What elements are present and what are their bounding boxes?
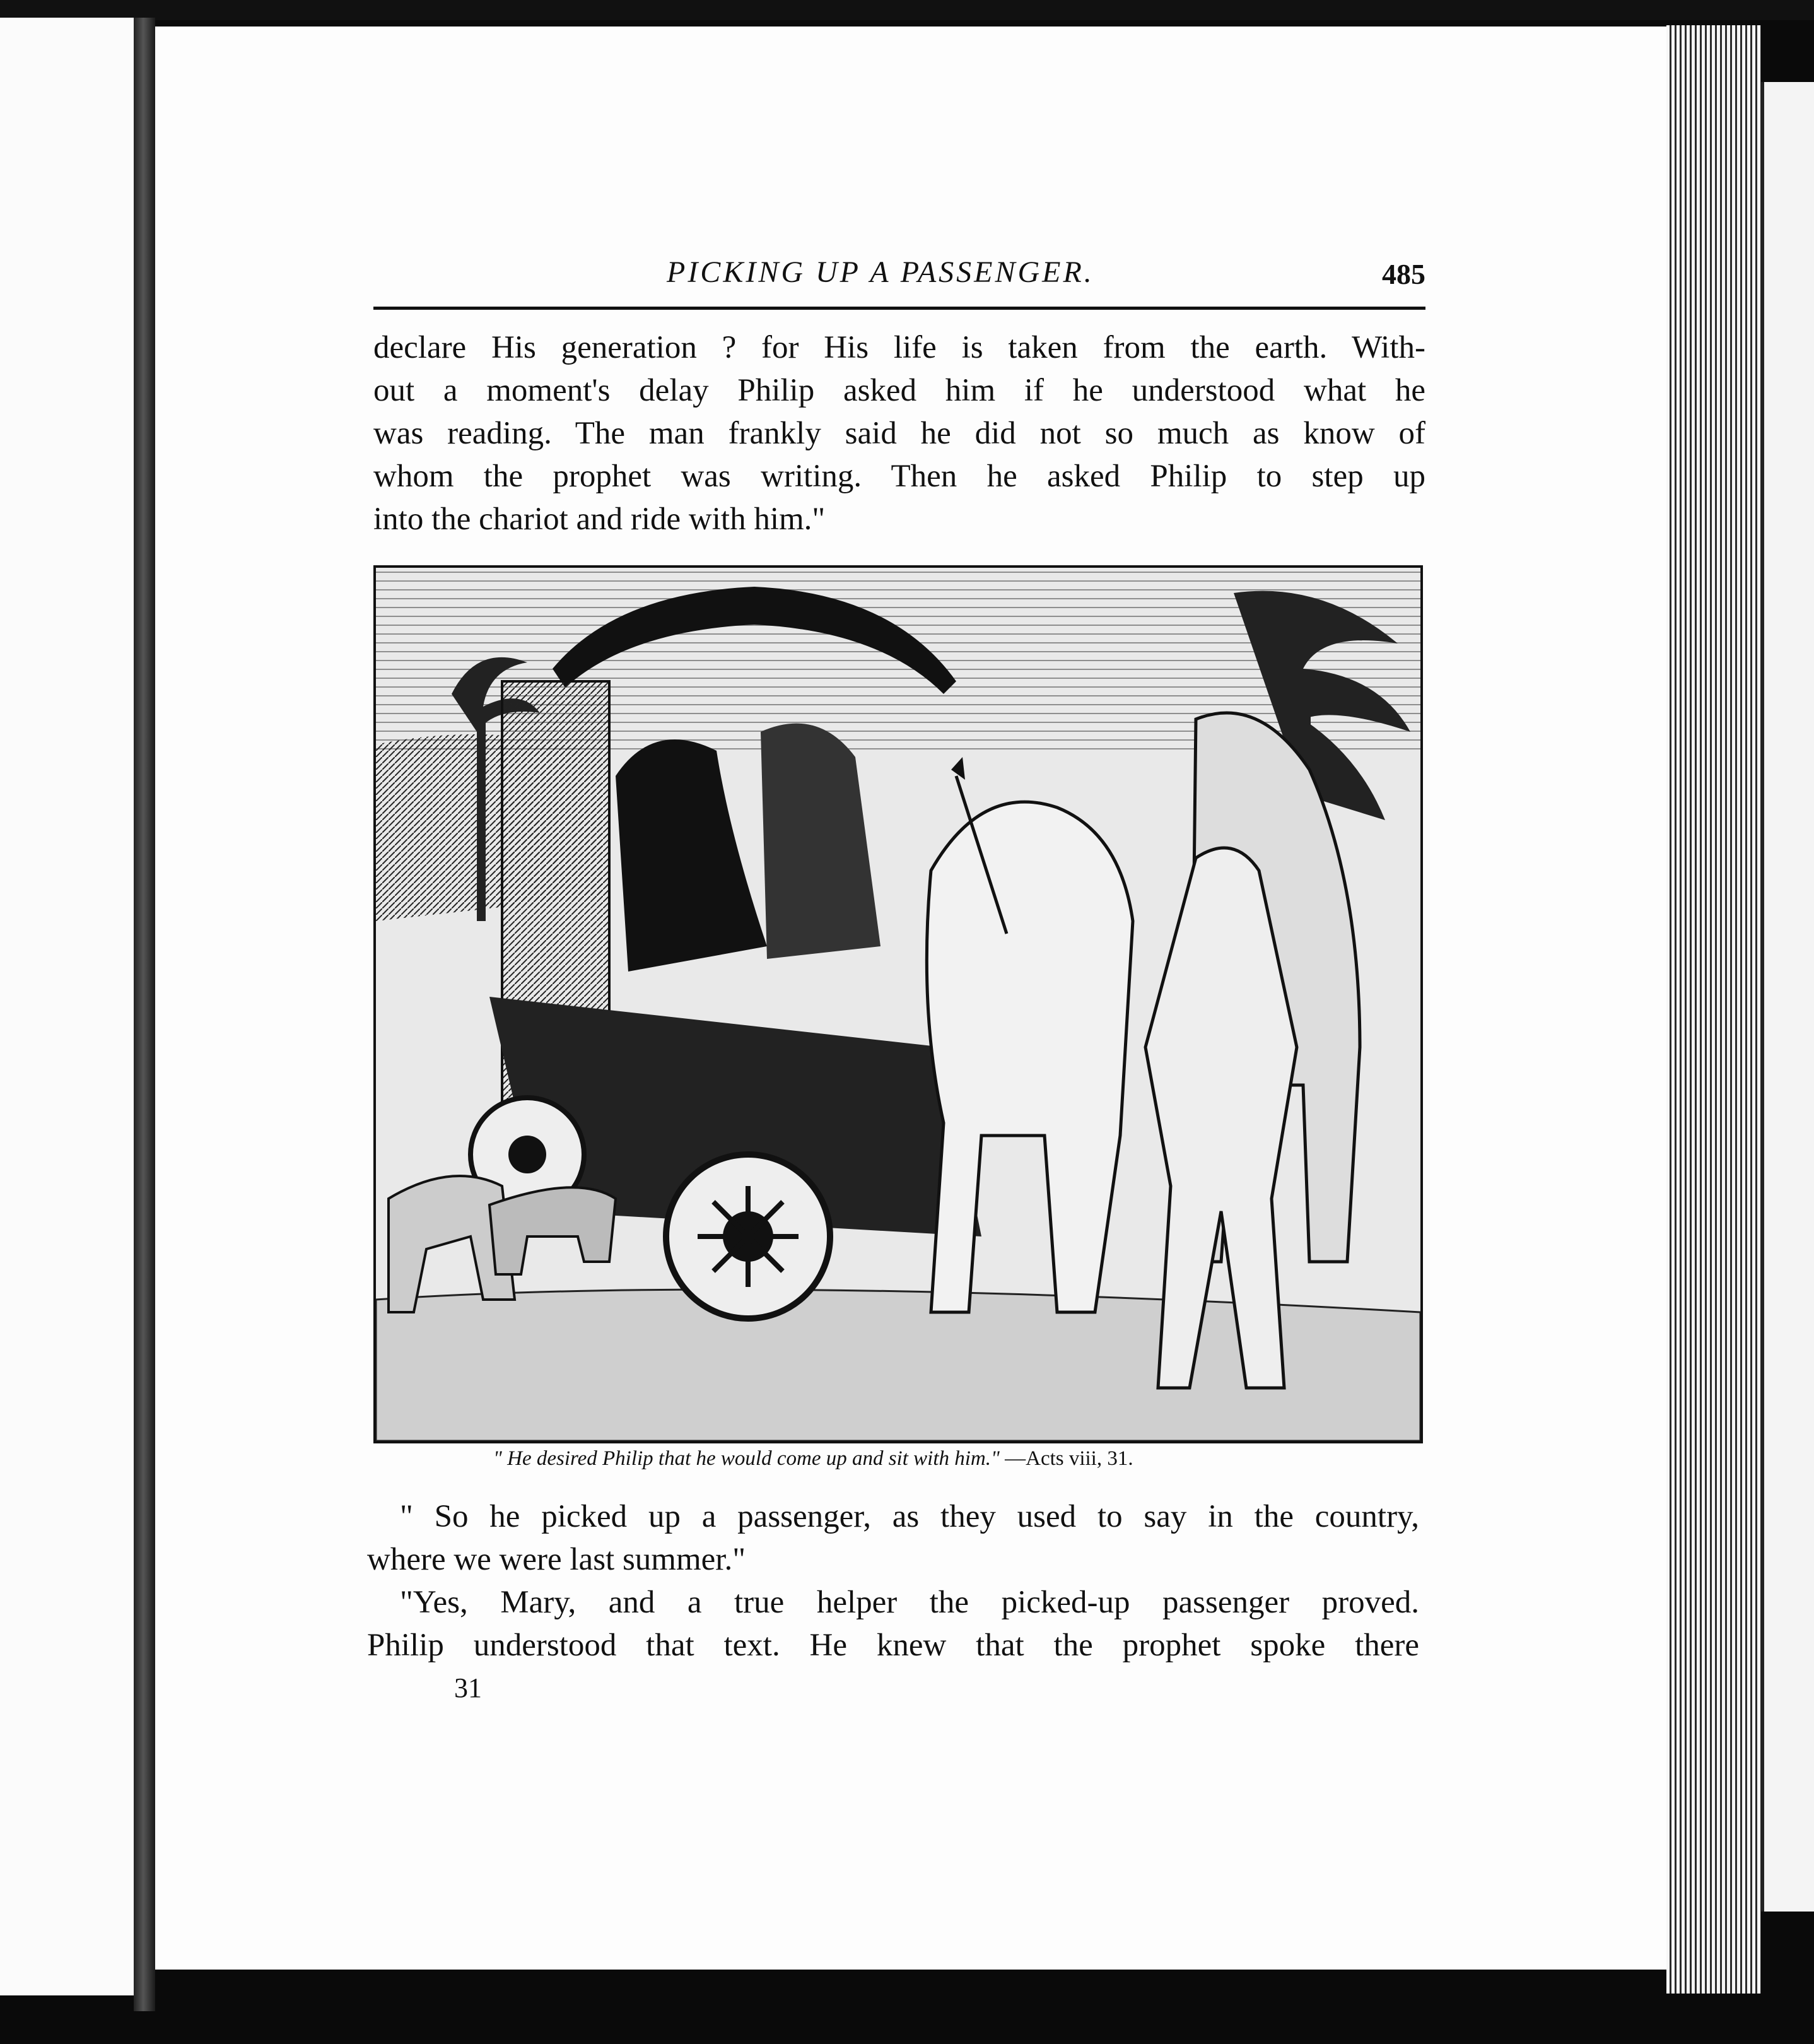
text-line: into the chariot and ride with him." bbox=[373, 502, 826, 537]
caption-reference: —Acts viii, 31. bbox=[1005, 1447, 1133, 1470]
text-line: declare His generation ? for His life is taken from the earth. With- bbox=[373, 330, 1425, 365]
signature-mark: 31 bbox=[454, 1672, 482, 1703]
text-line: whom the prophet was writing. Then he asked Philip to step up bbox=[373, 459, 1425, 494]
text-line: out a moment's delay Philip asked him if he understood what he bbox=[373, 373, 1425, 408]
text-line: Philip understood that text. He knew that the prophet spoke there bbox=[367, 1628, 1419, 1663]
engraving-illustration bbox=[373, 565, 1423, 1443]
scan-top-edge bbox=[0, 0, 1814, 20]
paragraph-bottom bbox=[367, 1495, 1419, 1667]
book-gutter bbox=[134, 18, 155, 2011]
book-cover-edge bbox=[1761, 82, 1814, 1912]
header-rule bbox=[373, 307, 1425, 310]
running-head bbox=[373, 252, 1425, 315]
engraving-artwork bbox=[376, 568, 1420, 1441]
text-line: where we were last summer." bbox=[367, 1542, 746, 1577]
text-line: was reading. The man frankly said he did not so much as know of bbox=[373, 416, 1425, 451]
text-line: "Yes, Mary, and a true helper the picked-up passenger proved. bbox=[400, 1585, 1419, 1620]
paragraph-top bbox=[373, 326, 1425, 541]
page-edges-stack bbox=[1666, 25, 1761, 1994]
page-number: 485 bbox=[1382, 258, 1425, 290]
text-line: " So he picked up a passenger, as they used to say in the country, bbox=[400, 1499, 1419, 1534]
running-title: PICKING UP A PASSENGER. bbox=[667, 256, 1094, 289]
caption-quote: " He desired Philip that he would come up and sit with him." bbox=[493, 1447, 1000, 1470]
left-page-edge bbox=[0, 18, 138, 1995]
figure-caption bbox=[493, 1447, 1133, 1471]
